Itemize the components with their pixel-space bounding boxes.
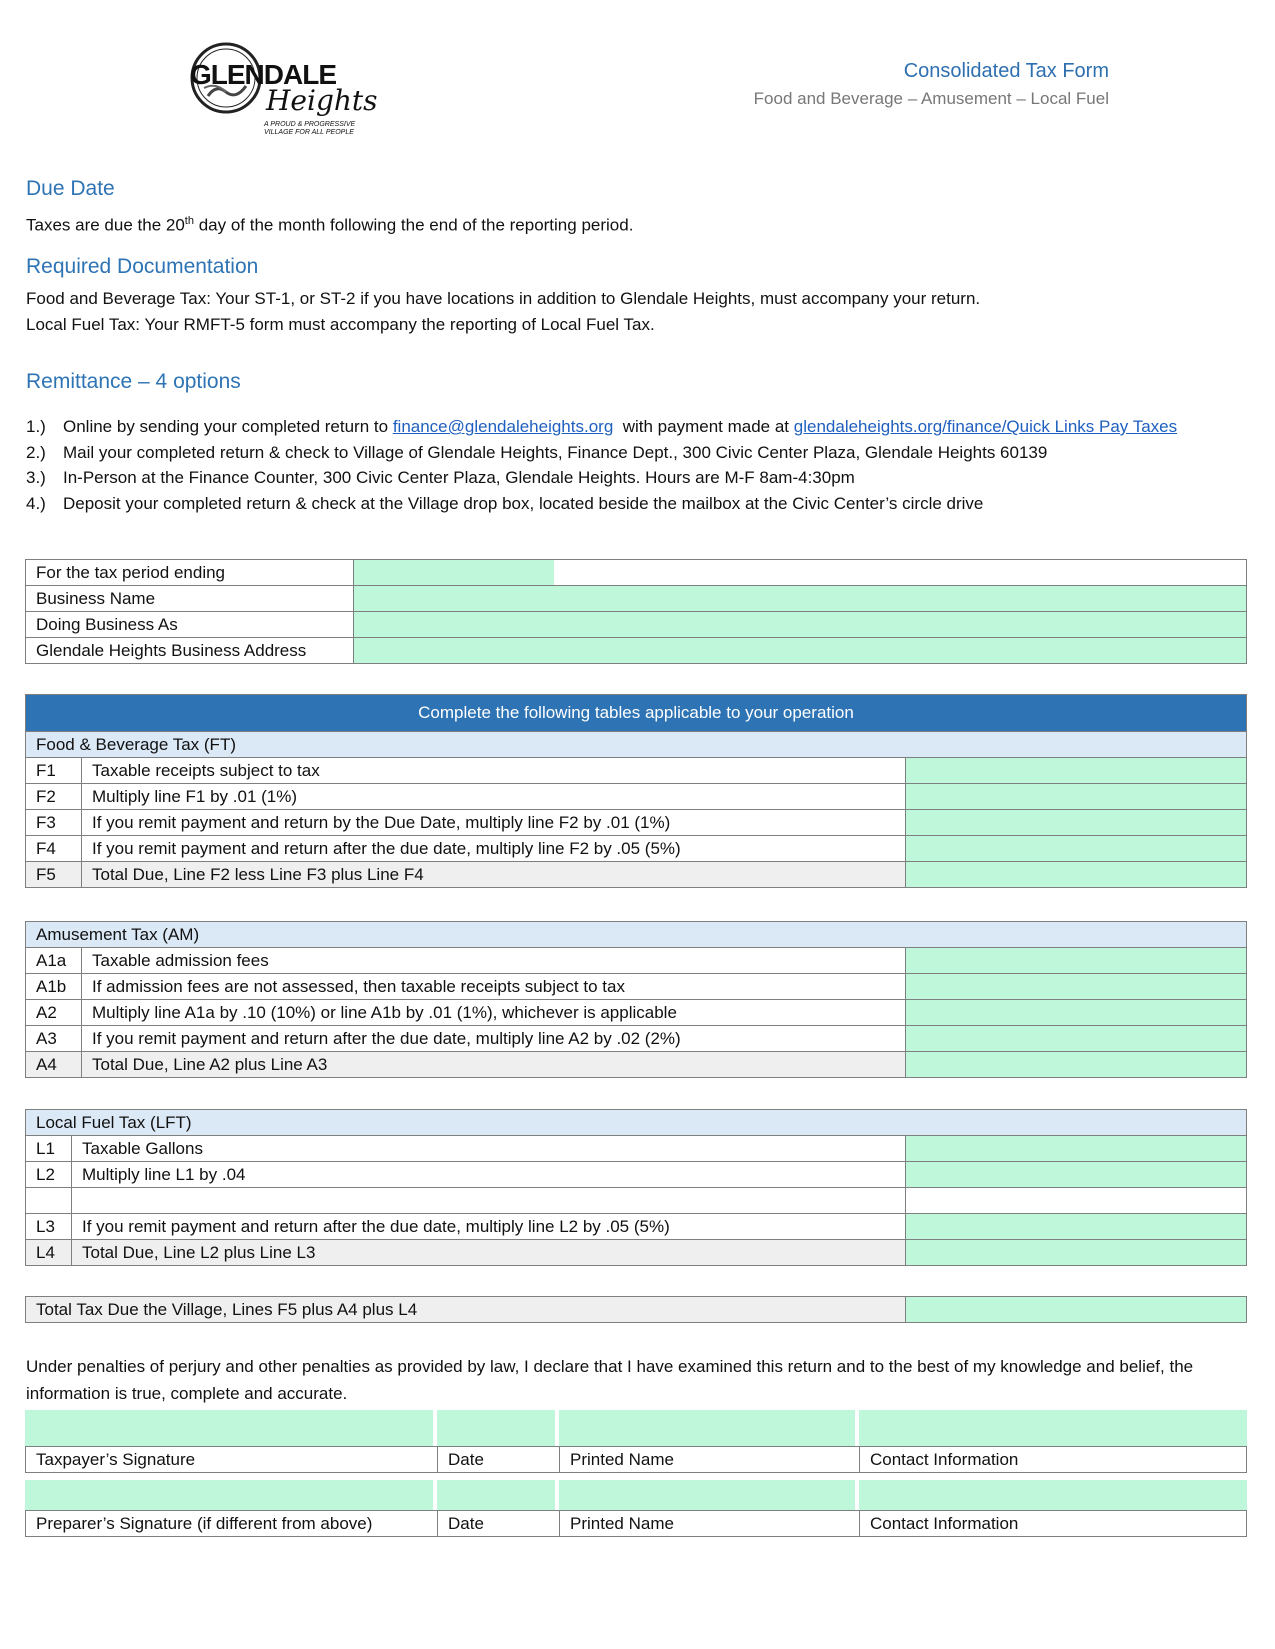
line-f3-field[interactable]	[906, 810, 1247, 836]
local-fuel-table	[25, 1109, 1247, 1266]
line-code: L4	[26, 1240, 72, 1266]
table-row	[26, 974, 1247, 1000]
line-code	[26, 1188, 72, 1214]
due-date-heading: Due Date	[26, 177, 115, 200]
line-code: F3	[26, 810, 82, 836]
pay-taxes-link[interactable]: glendaleheights.org/finance/Quick Links Pay Taxes	[793, 417, 1178, 436]
blank-row-cell	[906, 1188, 1247, 1214]
taxpayer-signature-label: Taxpayer’s Signature	[25, 1446, 437, 1473]
remittance-option-2: 2.) Mail your completed return & check to Village of Glendale Heights, Finance Dept., 300 Civic Center Plaza, Glendale Heights 60139	[26, 442, 1048, 462]
line-code: L3	[26, 1214, 72, 1240]
remittance-option-1: 1.) Online by sending your completed return to finance@glendaleheights.org with payment made at glendaleheights.org/finance/Quick Links Pay Taxes	[26, 417, 1178, 436]
business-info-table	[25, 559, 1247, 664]
required-docs-heading: Required Documentation	[26, 255, 259, 278]
line-label: If you remit payment and return after the due date, multiply line F2 by .05 (5%)	[82, 836, 906, 862]
line-a4-field[interactable]	[906, 1052, 1247, 1078]
table-row	[26, 1000, 1247, 1026]
doing-business-as-field[interactable]	[354, 612, 1247, 638]
preparer-date-label: Date	[437, 1510, 559, 1537]
line-code: A1b	[26, 974, 82, 1000]
table-row	[26, 1188, 1247, 1214]
line-f1-field[interactable]	[906, 758, 1247, 784]
remittance-options-list	[26, 414, 1248, 516]
line-code: A3	[26, 1026, 82, 1052]
tax-period-label: For the tax period ending	[26, 560, 354, 586]
table-row	[26, 810, 1247, 836]
taxpayer-date-label: Date	[437, 1446, 559, 1473]
line-a1b-field[interactable]	[906, 974, 1247, 1000]
remittance-option-3: 3.) In-Person at the Finance Counter, 300 Civic Center Plaza, Glendale Heights. Hours are M-F 8am-4:30pm	[26, 468, 855, 487]
preparer-contact-label: Contact Information	[859, 1510, 1247, 1537]
taxpayer-printed-name-label: Printed Name	[559, 1446, 859, 1473]
line-label: Multiply line F1 by .01 (1%)	[82, 784, 906, 810]
table-row	[26, 612, 1247, 638]
table-row	[25, 1510, 1247, 1537]
preparer-printed-name-label: Printed Name	[559, 1510, 859, 1537]
line-label: Total Due, Line F2 less Line F3 plus Line F4	[82, 862, 906, 888]
line-code: F1	[26, 758, 82, 784]
line-code: F4	[26, 836, 82, 862]
finance-email-link[interactable]: finance@glendaleheights.org	[392, 417, 614, 436]
table-row	[25, 1410, 1247, 1446]
line-code: F2	[26, 784, 82, 810]
food-beverage-title: Food & Beverage Tax (FT)	[26, 732, 1247, 758]
taxpayer-contact-field[interactable]	[859, 1410, 1247, 1446]
preparer-signature-field[interactable]	[25, 1480, 437, 1510]
taxpayer-signature-field[interactable]	[25, 1410, 437, 1446]
tax-period-field[interactable]	[354, 560, 554, 586]
line-label: If you remit payment and return after the due date, multiply line L2 by .05 (5%)	[72, 1214, 906, 1240]
table-row	[25, 1446, 1247, 1473]
table-row	[26, 1136, 1247, 1162]
table-row	[26, 1214, 1247, 1240]
amusement-table	[25, 921, 1247, 1078]
grand-total-label: Total Tax Due the Village, Lines F5 plus A4 plus L4	[26, 1297, 906, 1323]
line-f2-field[interactable]	[906, 784, 1247, 810]
table-row	[26, 1026, 1247, 1052]
line-f5-field[interactable]	[906, 862, 1247, 888]
grand-total-table	[25, 1296, 1247, 1323]
table-row	[26, 560, 1247, 586]
table-row	[26, 1052, 1247, 1078]
required-docs-line-2: Local Fuel Tax: Your RMFT-5 form must accompany the reporting of Local Fuel Tax.	[26, 315, 655, 334]
table-row	[26, 836, 1247, 862]
line-l4-field[interactable]	[906, 1240, 1247, 1266]
business-name-label: Business Name	[26, 586, 354, 612]
preparer-signature-block	[25, 1480, 1247, 1537]
table-row	[26, 758, 1247, 784]
line-l2-field[interactable]	[906, 1162, 1247, 1188]
preparer-contact-field[interactable]	[859, 1480, 1247, 1510]
table-row	[26, 586, 1247, 612]
perjury-declaration: Under penalties of perjury and other penalties as provided by law, I declare that I have examined this return and to the best of my knowledge and belief, the information is true, complete and accurate.	[26, 1357, 1194, 1403]
taxpayer-printed-name-field[interactable]	[559, 1410, 859, 1446]
table-row	[26, 1162, 1247, 1188]
tables-instruction-banner: Complete the following tables applicable to your operation	[26, 695, 1247, 732]
line-f4-field[interactable]	[906, 836, 1247, 862]
line-label: Taxable admission fees	[82, 948, 906, 974]
business-name-field[interactable]	[354, 586, 1247, 612]
line-label: If admission fees are not assessed, then taxable receipts subject to tax	[82, 974, 906, 1000]
preparer-date-field[interactable]	[437, 1480, 559, 1510]
preparer-signature-label: Preparer’s Signature (if different from above)	[25, 1510, 437, 1537]
line-code: L1	[26, 1136, 72, 1162]
line-code: A2	[26, 1000, 82, 1026]
line-label: If you remit payment and return by the Due Date, multiply line F2 by .01 (1%)	[82, 810, 906, 836]
table-row	[26, 1240, 1247, 1266]
doing-business-as-label: Doing Business As	[26, 612, 354, 638]
line-l1-field[interactable]	[906, 1136, 1247, 1162]
line-code: A4	[26, 1052, 82, 1078]
line-a2-field[interactable]	[906, 1000, 1247, 1026]
table-row	[26, 784, 1247, 810]
due-date-text: Taxes are due the 20th day of the month following the end of the reporting period.	[26, 215, 634, 235]
remittance-heading: Remittance – 4 options	[26, 370, 241, 393]
line-code: A1a	[26, 948, 82, 974]
local-fuel-title: Local Fuel Tax (LFT)	[26, 1110, 1247, 1136]
tax-period-blank	[554, 560, 1247, 586]
table-row	[26, 948, 1247, 974]
svg-text:Heights: Heights	[266, 84, 378, 117]
line-label: Taxable receipts subject to tax	[82, 758, 906, 784]
taxpayer-signature-block	[25, 1410, 1247, 1473]
glendale-heights-logo	[188, 36, 378, 140]
table-row	[26, 638, 1247, 664]
business-address-label: Glendale Heights Business Address	[26, 638, 354, 664]
svg-text:VILLAGE FOR ALL PEOPLE: VILLAGE FOR ALL PEOPLE	[264, 129, 354, 136]
svg-text:GLENDALE: GLENDALE	[190, 59, 336, 90]
svg-text:A PROUD & PROGRESSIVE: A PROUD & PROGRESSIVE	[264, 121, 356, 128]
line-label: Multiply line A1a by .10 (10%) or line A1b by .01 (1%), whichever is applicable	[82, 1000, 906, 1026]
business-address-field[interactable]	[354, 638, 1247, 664]
line-code: L2	[26, 1162, 72, 1188]
taxpayer-contact-label: Contact Information	[859, 1446, 1247, 1473]
line-label: Multiply line L1 by .04	[72, 1162, 906, 1188]
table-row	[26, 862, 1247, 888]
food-beverage-table	[25, 694, 1247, 888]
line-label: Total Due, Line L2 plus Line L3	[72, 1240, 906, 1266]
line-label: Total Due, Line A2 plus Line A3	[82, 1052, 906, 1078]
taxpayer-date-field[interactable]	[437, 1410, 559, 1446]
line-label: Taxable Gallons	[72, 1136, 906, 1162]
table-row	[25, 1480, 1247, 1510]
amusement-title: Amusement Tax (AM)	[26, 922, 1247, 948]
line-label	[72, 1188, 906, 1214]
line-label: If you remit payment and return after the due date, multiply line A2 by .02 (2%)	[82, 1026, 906, 1052]
line-code: F5	[26, 862, 82, 888]
preparer-printed-name-field[interactable]	[559, 1480, 859, 1510]
form-subtitle: Food and Beverage – Amusement – Local Fuel	[753, 89, 1109, 108]
line-a3-field[interactable]	[906, 1026, 1247, 1052]
required-docs-line-1: Food and Beverage Tax: Your ST-1, or ST-2 if you have locations in addition to Glendale Heights, must accompany your return.	[26, 289, 981, 308]
line-a1a-field[interactable]	[906, 948, 1247, 974]
remittance-option-4: 4.) Deposit your completed return & check at the Village drop box, located beside the mailbox at the Civic Center’s circle drive	[26, 493, 984, 513]
table-row	[26, 1297, 1247, 1323]
grand-total-field[interactable]	[906, 1297, 1247, 1323]
form-title: Consolidated Tax Form	[903, 60, 1109, 82]
line-l3-field[interactable]	[906, 1214, 1247, 1240]
